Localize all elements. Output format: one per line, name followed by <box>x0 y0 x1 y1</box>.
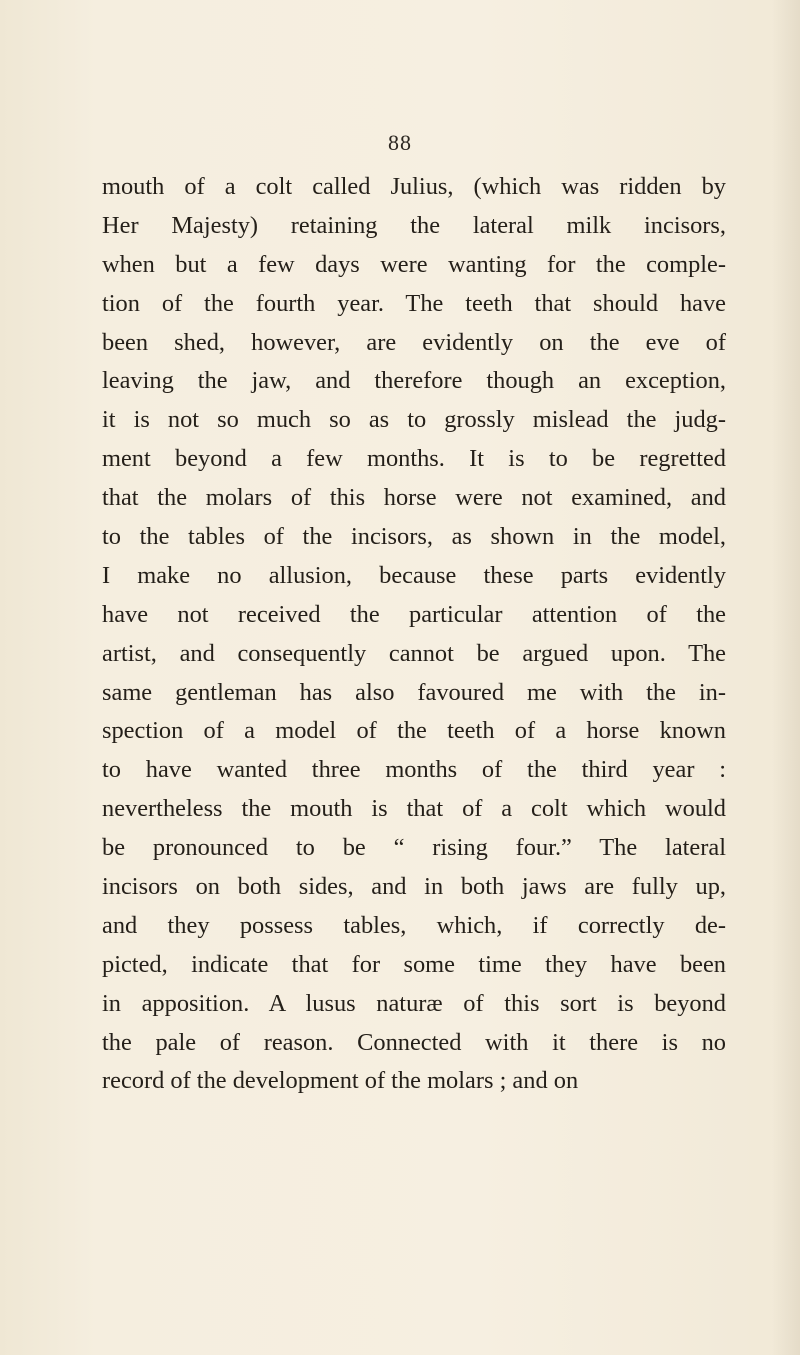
text-line-13: artist, and consequently cannot be argued upon. The <box>102 639 726 667</box>
text-line-18: be pronounced to be “ rising four.” The lateral <box>102 834 726 862</box>
text-line-2: Her Majesty) retaining the lateral milk incisors, <box>102 211 726 239</box>
text-line-3: when but a few days were wanting for the comple- <box>102 250 726 278</box>
text-line-20: and they possess tables, which, if correctly de- <box>102 911 726 939</box>
text-line-4: tion of the fourth year. The teeth that should have <box>102 289 726 317</box>
text-line-23: the pale of reason. Connected with it there is no <box>102 1028 726 1056</box>
text-line-15: spection of a model of the teeth of a horse known <box>102 717 726 745</box>
text-line-10: to the tables of the incisors, as shown in the model, <box>102 523 726 551</box>
text-line-24: record of the development of the molars ; and on <box>102 1067 579 1095</box>
page-number: 88 <box>388 130 412 155</box>
page-edge-shadow <box>772 0 800 1355</box>
text-line-22: in apposition. A lusus naturæ of this sort is beyond <box>102 989 726 1017</box>
text-line-12: have not received the particular attention of the <box>102 600 726 628</box>
text-line-16: to have wanted three months of the third year : <box>102 756 726 784</box>
text-line-5: been shed, however, are evidently on the eve of <box>102 328 726 356</box>
text-line-21: picted, indicate that for some time they have been <box>102 950 726 978</box>
text-line-7: it is not so much so as to grossly mislead the judg- <box>102 406 726 434</box>
text-line-19: incisors on both sides, and in both jaws are fully up, <box>102 873 726 901</box>
text-line-14: same gentleman has also favoured me with the in- <box>102 678 726 706</box>
text-line-11: I make no allusion, because these parts evidently <box>102 561 726 589</box>
text-line-9: that the molars of this horse were not examined, and <box>102 484 726 512</box>
text-line-1: mouth of a colt called Julius, (which was ridden by <box>102 173 726 200</box>
text-line-8: ment beyond a few months. It is to be regretted <box>102 445 726 473</box>
text-line-6: leaving the jaw, and therefore though an exception, <box>102 367 726 395</box>
body-text <box>102 168 726 1101</box>
text-line-17: nevertheless the mouth is that of a colt which would <box>102 795 726 823</box>
